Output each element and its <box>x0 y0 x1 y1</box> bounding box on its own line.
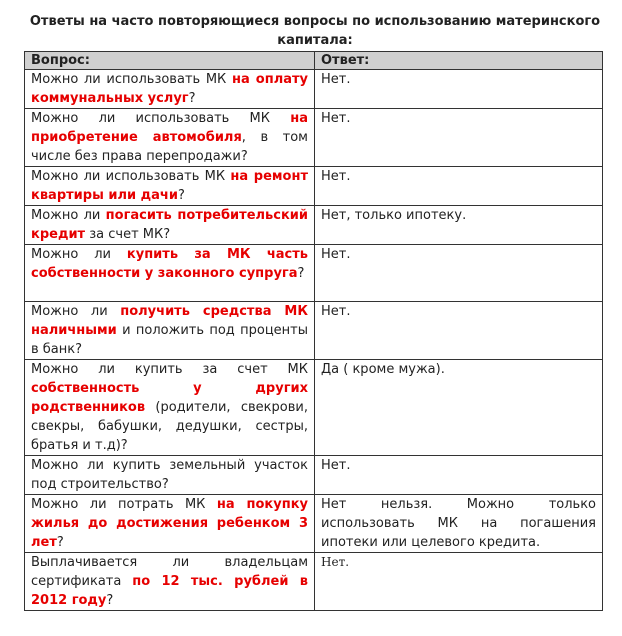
question-text: Можно ли <box>31 304 121 319</box>
table-row <box>25 360 603 456</box>
page-title: Ответы на часто повторяющиеся вопросы по использованию материнского капитала: <box>29 14 601 48</box>
question-highlight: на приобретение автомобиля <box>31 111 308 145</box>
table-row <box>25 495 603 553</box>
question-text-end: ? <box>177 188 185 203</box>
question-highlight: собственность у других родственников <box>31 381 308 415</box>
question-cell <box>25 553 315 611</box>
answer-cell: Нет. <box>315 109 603 167</box>
question-text-end: ? <box>297 266 305 281</box>
question-highlight: на покупку жилья до достижения ребенком 3 лет <box>31 497 308 550</box>
table-header-row <box>25 52 603 70</box>
table-row <box>25 245 603 302</box>
answer-cell: Нет, только ипотеку. <box>315 206 603 245</box>
table-row <box>25 206 603 245</box>
question-text-end: и положить под проценты в банк? <box>31 323 308 357</box>
question-text: Можно ли <box>31 208 106 223</box>
question-text: Выплачивается ли владельцам сертификата <box>31 555 308 589</box>
question-text-end: , в том числе без права перепродажи? <box>31 130 308 164</box>
question-highlight: погасить потребительский кредит <box>31 208 308 242</box>
question-text: Можно ли использовать МК <box>31 72 232 87</box>
table-row <box>25 70 603 109</box>
question-cell <box>25 109 315 167</box>
table-row <box>25 167 603 206</box>
question-cell <box>25 456 315 495</box>
question-cell <box>25 302 315 360</box>
question-highlight: получить средства МК наличными <box>31 304 308 338</box>
question-text: Можно ли использовать МК <box>31 111 291 126</box>
column-header-answer: Ответ: <box>315 52 603 70</box>
question-text-end: (родители, свекрови, свекры, бабушки, дедушки, сестры, братья и т.д)? <box>31 400 308 453</box>
faq-table <box>24 51 603 611</box>
answer-cell: Нет. <box>315 245 603 302</box>
question-cell <box>25 70 315 109</box>
question-highlight: по 12 тыс. рублей в 2012 году <box>31 574 308 608</box>
table-row <box>25 553 603 611</box>
column-header-question: Вопрос: <box>25 52 315 70</box>
question-cell <box>25 206 315 245</box>
question-cell <box>25 360 315 456</box>
table-row <box>25 109 603 167</box>
answer-cell: Нет. <box>315 70 603 109</box>
answer-cell: Нет нельзя. Можно только использовать МК на погашения ипотеки или целевого кредита. <box>315 495 603 553</box>
table-row <box>25 302 603 360</box>
answer-cell: Нет. <box>315 302 603 360</box>
question-text-end: ? <box>188 91 196 106</box>
question-text: Можно ли купить за счет МК <box>31 362 308 377</box>
question-highlight: на ремонт квартиры или дачи <box>31 169 308 203</box>
answer-cell: Да ( кроме мужа). <box>315 360 603 456</box>
answer-cell: Нет. <box>315 553 603 611</box>
question-cell <box>25 245 315 302</box>
question-cell <box>25 167 315 206</box>
question-text: Можно ли <box>31 247 127 262</box>
question-highlight: купить за МК часть собственности у законного супруга <box>31 247 308 281</box>
question-text-end: ? <box>106 593 114 608</box>
table-row <box>25 456 603 495</box>
question-text-end: за счет МК? <box>85 227 171 242</box>
question-text: Можно ли потрать МК <box>31 497 217 512</box>
question-highlight: на оплату коммунальных услуг <box>31 72 308 106</box>
answer-cell: Нет. <box>315 456 603 495</box>
question-text: Можно ли использовать МК <box>31 169 231 184</box>
question-text-end: ? <box>56 535 64 550</box>
question-text: Можно ли купить земельный участок под строительство? <box>31 458 308 492</box>
question-cell <box>25 495 315 553</box>
answer-cell: Нет. <box>315 167 603 206</box>
